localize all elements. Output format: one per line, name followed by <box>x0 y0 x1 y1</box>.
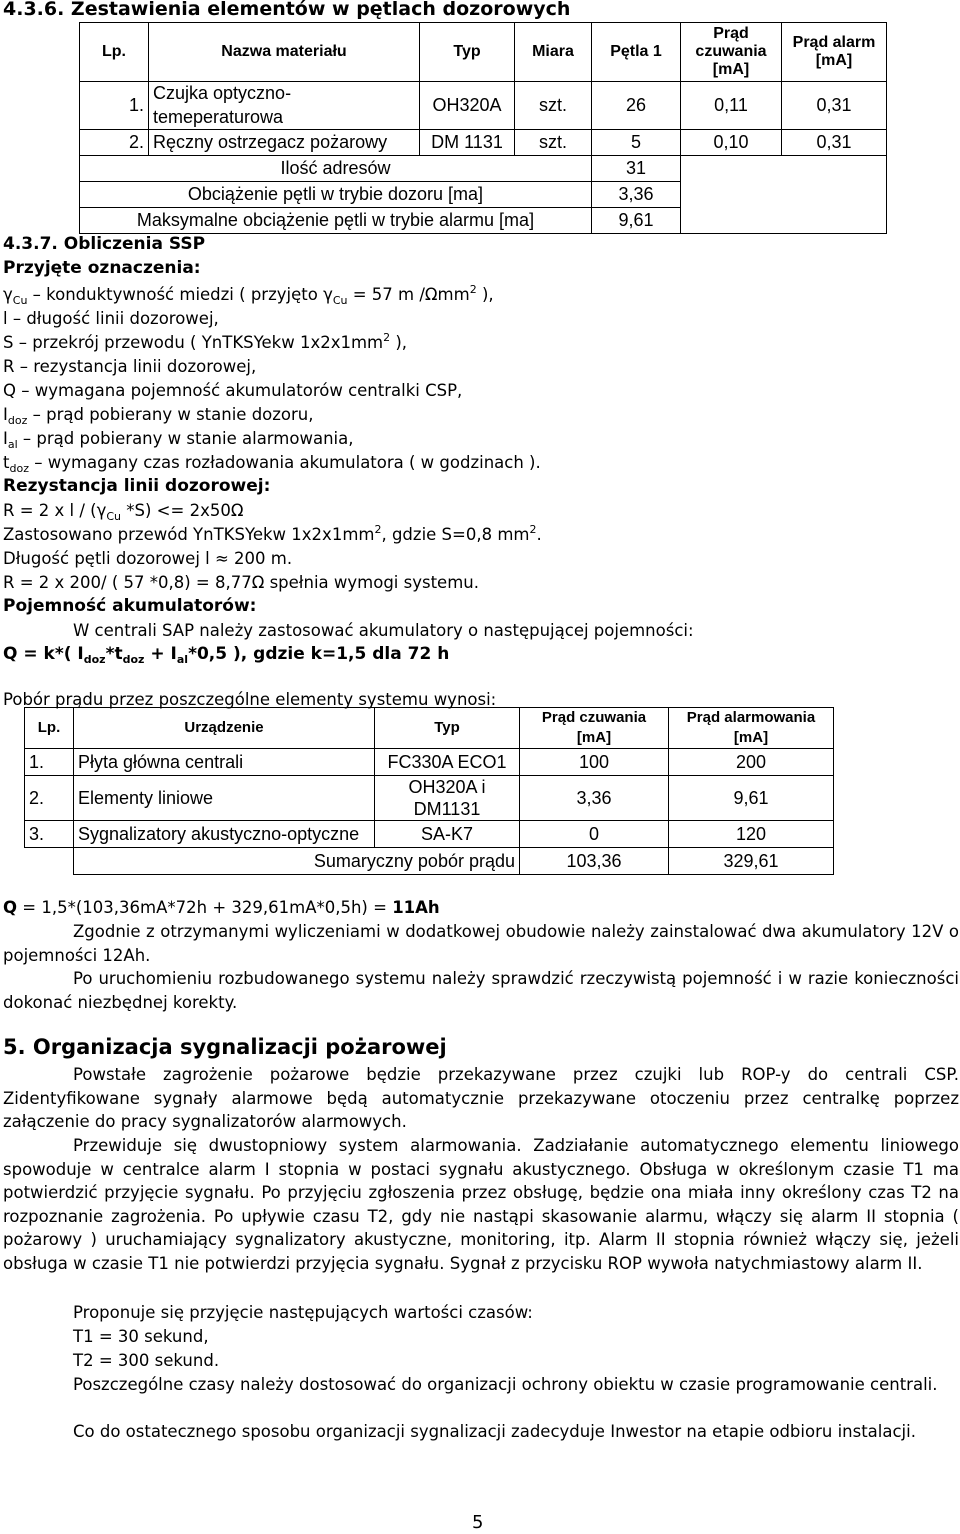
cell: 9,61 <box>592 208 681 234</box>
table-header: Prąd czuwania [mA] <box>681 23 782 82</box>
section-heading-4-3-7: 4.3.7. Obliczenia SSP <box>3 234 206 254</box>
table-header: Nazwa materiału <box>149 23 420 82</box>
cell: szt. <box>515 130 592 156</box>
cell: 0,31 <box>782 82 887 130</box>
cell: Ręczny ostrzegacz pożarowy <box>149 130 420 156</box>
paragraph-accumulators: Zgodnie z otrzymanymi wyliczeniami w dodatkowej obudowie należy zainstalować dwa akumulatory 12V o pojemności 12Ah. <box>3 922 959 965</box>
def-ial: $I_{al}$ – prąd pobierany w stanie alarmowania, <box>3 429 354 451</box>
cell: 100 <box>520 749 669 776</box>
cell: 329,61 <box>669 848 834 875</box>
formula-resistance: R = 2 x l / ($\gamma_{Cu}$ *S) <= 2x50Ω <box>3 501 244 523</box>
cell: 0,31 <box>782 130 887 156</box>
def-conductivity: $\gamma_{Cu}$ – konduktywność miedzi ( przyjęto $\gamma_{Cu} = 57$ m /Ωmm$^2$ ), <box>3 283 494 307</box>
cell: 120 <box>669 821 834 848</box>
cell: DM 1131 <box>420 130 515 156</box>
def-resistance: R – rezystancja linii dozorowej, <box>3 357 257 376</box>
table-row <box>25 821 834 848</box>
def-idoz: $I_{doz}$ – prąd pobierany w stanie dozoru, <box>3 405 314 427</box>
table-header: Typ <box>375 708 520 749</box>
def-section: S – przekrój przewodu ( YnTKSYekw $1x2x1mm^2$ ), <box>3 331 408 352</box>
cell: OH320A i DM1131 <box>375 776 520 821</box>
current-table <box>24 707 834 875</box>
loop-elements-table <box>79 22 887 234</box>
cell: Ilość adresów <box>80 156 592 182</box>
page-number: 5 <box>472 1512 484 1533</box>
text-times-intro: Proponuje się przyjęcie następujących wartości czasów: <box>73 1303 533 1322</box>
cell: 0 <box>520 821 669 848</box>
heading-designations: Przyjęte oznaczenia: <box>3 258 201 278</box>
cell: 2. <box>25 776 74 821</box>
cell: Maksymalne obciążenie pętli w trybie alarmu [ma] <box>80 208 592 234</box>
cell: 200 <box>669 749 834 776</box>
table-header: Lp. <box>80 23 149 82</box>
formula-result: Q = 1,5*(103,36mA*72h + 329,61mA*0,5h) = 11Ah <box>3 898 440 917</box>
cell: FC330A ECO1 <box>375 749 520 776</box>
cell: SA-K7 <box>375 821 520 848</box>
paragraph-programming: Poszczególne czasy należy dostosować do organizacji ochrony obiektu w czasie programowanie centrali. <box>73 1375 938 1394</box>
table-row <box>25 749 834 776</box>
text-investor: Co do ostatecznego sposobu organizacji sygnalizacji zadecyduje Inwestor na etapie odbioru instalacji. <box>73 1422 916 1441</box>
cell: 1. <box>80 82 149 130</box>
text-cable: Zastosowano przewód YnTKSYekw $1x2x1mm^2$, gdzie S=0,8 $mm^2$. <box>3 523 542 544</box>
cell: 5 <box>592 130 681 156</box>
cell: szt. <box>515 82 592 130</box>
text-loop-length: Długość pętli dozorowej l ≈ 200 m. <box>3 549 293 568</box>
empty-cell <box>681 156 887 234</box>
def-tdoz: $t_{doz}$ – wymagany czas rozładowania akumulatora ( w godzinach ). <box>3 453 541 475</box>
heading-capacity: Pojemność akumulatorów: <box>3 596 257 616</box>
table-header: Prąd alarm [mA] <box>782 23 887 82</box>
text-resistance-result: R = 2 x 200/ ( 57 *0,8) = 8,77Ω spełnia wymogi systemu. <box>3 573 479 592</box>
cell: 103,36 <box>520 848 669 875</box>
empty-cell <box>25 848 74 875</box>
table-header: Prąd alarmowania [mA] <box>669 708 834 749</box>
formula-capacity: Q = k*( $I_{doz}*t_{doz} + I_{al}*0,5$ ), gdzie k=1,5 dla 72 h <box>3 644 450 666</box>
table-header: Pętla 1 <box>592 23 681 82</box>
def-capacity: Q – wymagana pojemność akumulatorów centralki CSP, <box>3 381 463 400</box>
text-current-intro: Pobór prądu przez poszczególne elementy systemu wynosi: <box>3 690 497 709</box>
table-header: Lp. <box>25 708 74 749</box>
cell: 3. <box>25 821 74 848</box>
cell: OH320A <box>420 82 515 130</box>
table-row <box>80 130 887 156</box>
cell: 26 <box>592 82 681 130</box>
heading-resistance: Rezystancja linii dozorowej: <box>3 476 271 496</box>
table-row <box>80 82 887 130</box>
cell: 1. <box>25 749 74 776</box>
summary-row <box>80 156 887 182</box>
def-length: l – długość linii dozorowej, <box>3 309 219 328</box>
table-header: Miara <box>515 23 592 82</box>
cell: 2. <box>80 130 149 156</box>
table-row <box>25 776 834 821</box>
cell: Sygnalizatory akustyczno-optyczne <box>74 821 375 848</box>
section-heading-5: 5. Organizacja sygnalizacji pożarowej <box>3 1035 447 1059</box>
table-header: Urządzenie <box>74 708 375 749</box>
paragraph-alarm-stages: Przewiduje się dwustopniowy system alarmowania. Zadziałanie automatycznego elementu liniowego spowoduje w centralce alarm I stopnia w postaci sygnału akustycznego. Obsługa w określonym czasie T1 ma potwierdzić przyjęcie sygnału. Po przyjęciu zgłoszenia przez obsługę, będzie ona miała inny określony czas T2 na rozpoznanie zagrożenia. Po upływie czasu T2, gdy nie nastąpi skasowanie alarmu, włączy się alarm II stopnia ( pożarowy ) uruchamiający sygnalizatory akustyczne, monitoring, itp. Alarm II stopnia również włączy się, jeżeli obsługa w czasie T1 nie potwierdzi przyjęcia sygnału. Sygnał z przycisku ROP wywoła natychmiastowy alarm II. <box>3 1136 959 1273</box>
cell: Elementy liniowe <box>74 776 375 821</box>
cell: 0,10 <box>681 130 782 156</box>
section-heading-4-3-6: 4.3.6. Zestawienia elementów w pętlach dozorowych <box>3 0 571 20</box>
text-capacity-intro: W centrali SAP należy zastosować akumulatory o następującej pojemności: <box>73 621 694 640</box>
cell: 3,36 <box>592 182 681 208</box>
paragraph-verification: Po uruchomieniu rozbudowanego systemu należy sprawdzić rzeczywistą pojemność i w razie konieczności dokonać niezbędnej korekty. <box>3 969 959 1012</box>
cell: 3,36 <box>520 776 669 821</box>
text-t2: T2 = 300 sekund. <box>73 1351 220 1370</box>
paragraph-fire-detection: Powstałe zagrożenie pożarowe będzie przekazywane przez czujki lub ROP-y do centrali CSP. Zidentyfikowane sygnały alarmowe będą automatycznie przekazywane otoczeniu przez centralkę poprzez załączenie do pracy sygnalizatorów alarmowych. <box>3 1065 959 1131</box>
table-header: Prąd czuwania [mA] <box>520 708 669 749</box>
text-t1: T1 = 30 sekund, <box>73 1327 209 1346</box>
cell: 0,11 <box>681 82 782 130</box>
cell: 31 <box>592 156 681 182</box>
cell: Czujka optyczno-temeperaturowa <box>149 82 420 130</box>
cell: Sumaryczny pobór prądu <box>74 848 520 875</box>
cell: 9,61 <box>669 776 834 821</box>
table-header: Typ <box>420 23 515 82</box>
summary-row <box>25 848 834 875</box>
cell: Obciążenie pętli w trybie dozoru [ma] <box>80 182 592 208</box>
cell: Płyta główna centrali <box>74 749 375 776</box>
